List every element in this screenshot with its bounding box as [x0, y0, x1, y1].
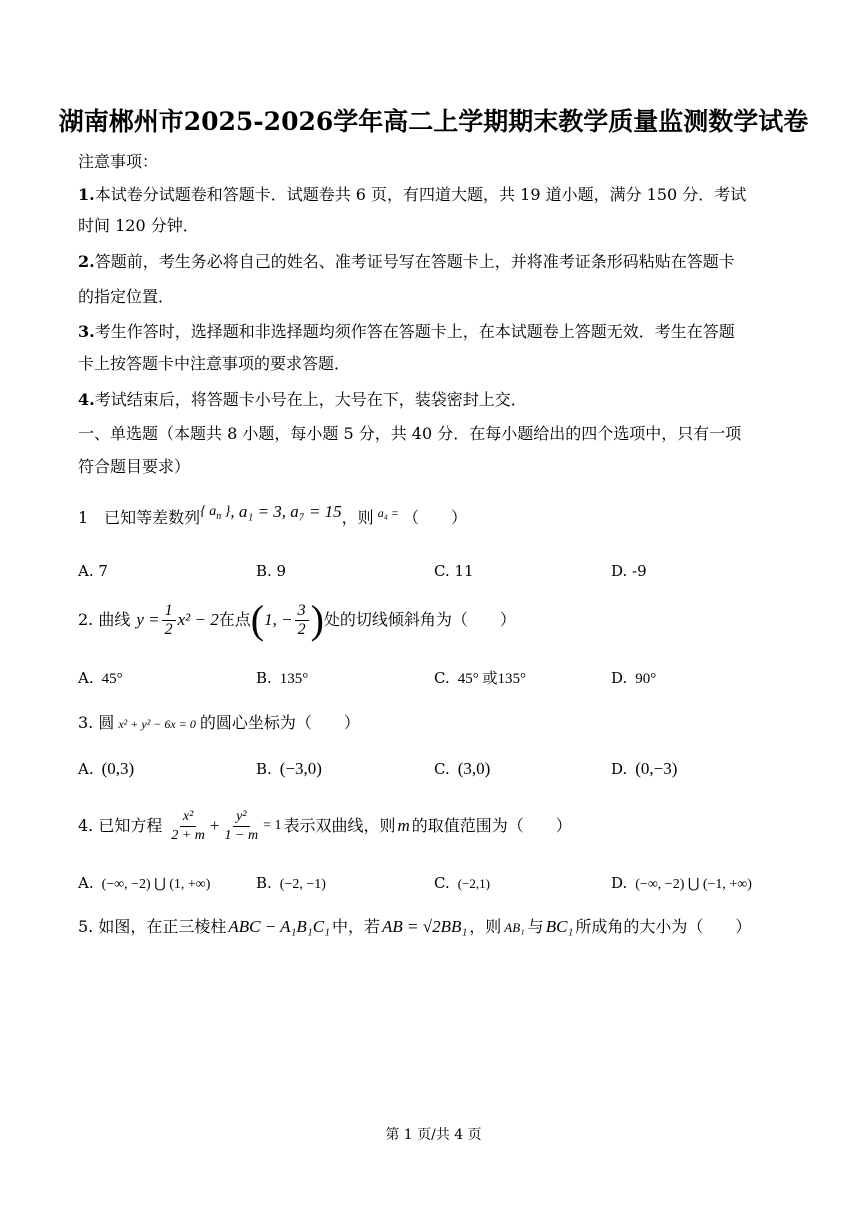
q4-plus: +	[209, 816, 220, 835]
q5-line-2: BC₁	[545, 917, 574, 936]
q1-blank: （ ）	[402, 508, 467, 527]
q3-value-c: (3,0)	[457, 759, 491, 778]
q2-point-fraction	[295, 602, 309, 639]
q3-option-d	[611, 759, 677, 779]
q4-option-a	[78, 873, 210, 895]
q4-value-b: (−2, −1)	[279, 877, 326, 892]
q1-seq-sub: n	[216, 510, 222, 522]
q2-rest: x² − 2	[177, 610, 219, 629]
q1-option-d: D. -9	[611, 562, 647, 580]
q1-ask: a₄ =	[377, 506, 399, 520]
q3-prefix: 3. 圆	[78, 713, 115, 732]
q1-sequence	[200, 504, 231, 522]
question-1	[78, 502, 467, 536]
q4-f2-den: 1 − m	[224, 827, 259, 843]
q2-label-c: C.	[434, 669, 450, 687]
note-1-text: 本试卷分试题卷和答题卡．试题卷共 6 页，有四道大题，共 19 道小题，满分 150 分．考试	[94, 185, 747, 204]
q2-left-paren-icon: (	[250, 597, 265, 642]
q2-frac-num: 1	[162, 602, 176, 621]
q2-value-a: 45°	[101, 671, 123, 687]
q5-mid3: 与	[527, 917, 544, 936]
q4-prefix: 4. 已知方程	[78, 816, 163, 835]
note-2-line-1	[78, 251, 735, 273]
q2-option-c	[434, 668, 526, 689]
q1-prefix: 1 已知等差数列	[78, 508, 201, 527]
q2-option-a	[78, 668, 123, 689]
q2-pt-num: 3	[295, 602, 309, 621]
q3-value-a: (0,3)	[101, 759, 135, 778]
q3-label-a: A.	[78, 760, 94, 778]
q4-f2-num: y²	[233, 808, 249, 827]
q3-option-b	[256, 759, 322, 779]
q4-label-d: D.	[611, 874, 628, 892]
q2-y: y =	[136, 610, 160, 629]
q2-prefix: 2. 曲线	[78, 610, 131, 629]
note-3-line-2: 卡上按答题卡中注意事项的要求答题．	[78, 354, 351, 373]
q2-fraction	[162, 602, 176, 639]
q4-fraction-2	[222, 808, 262, 845]
q4-suffix: 的取值范围为（ ）	[411, 816, 572, 835]
q3-equation: x² + y² − 6x = 0	[118, 717, 196, 731]
note-4-text: 考试结束后，将答题卡小号在上，大号在下，装袋密封上交．	[94, 390, 527, 409]
note-3-text: 考生作答时，选择题和非选择题均须作答在答题卡上，在本试题卷上答题无效．考生在答题	[94, 322, 735, 341]
note-2-text: 答题前，考生务必将自己的姓名、准考证号写在答题卡上，并将准考证条形码粘贴在答题卡	[94, 252, 735, 271]
q4-f1-num: x²	[180, 808, 196, 827]
q2-label-a: A.	[78, 669, 94, 687]
question-4	[78, 803, 572, 849]
q1-option-c: C. 11	[434, 562, 474, 580]
question-2	[78, 597, 516, 643]
q3-label-b: B.	[256, 760, 272, 778]
q4-option-d	[611, 873, 752, 895]
q4-value-d: (−∞, −2) ⋃ (−1, +∞)	[635, 877, 752, 892]
q5-mid2: ，则	[469, 917, 502, 936]
section-heading-line-1: 一、单选题（本题共 8 小题，每小题 5 分，共 40 分．在每小题给出的四个选项中，只有一项	[78, 424, 742, 443]
q4-option-c	[434, 873, 490, 894]
q3-suffix: 的圆心坐标为（ ）	[199, 713, 360, 732]
q4-f1-den: 2 + m	[171, 827, 205, 843]
q4-mid: 表示双曲线，则	[283, 816, 396, 835]
q2-pt-den: 2	[297, 620, 306, 638]
page-title: 湖南郴州市2025-2026学年高二上学期期末教学质量监测数学试卷	[58, 107, 809, 136]
q5-suffix: 所成角的大小为（ ）	[575, 917, 752, 936]
q3-value-b: (−3,0)	[279, 759, 322, 778]
q2-label-d: D.	[611, 669, 628, 687]
q1-seq-close: }	[221, 504, 231, 519]
q2-value-b: 135°	[279, 671, 309, 687]
q3-label-c: C.	[434, 760, 450, 778]
q4-m: m	[397, 816, 410, 835]
q2-right-paren-icon: )	[310, 597, 324, 642]
question-3	[78, 712, 360, 735]
q4-value-a: (−∞, −2) ⋃ (1, +∞)	[101, 877, 211, 892]
q4-label-a: A.	[78, 874, 94, 892]
q3-value-d: (0,−3)	[635, 759, 678, 778]
section-heading-line-2: 符合题目要求）	[78, 457, 191, 476]
q5-prefix: 5. 如图，在正三棱柱	[78, 917, 227, 936]
q4-label-c: C.	[434, 874, 450, 892]
q2-at: 在点	[218, 610, 251, 629]
note-3-num: 3.	[78, 322, 95, 341]
q2-value-d: 90°	[635, 671, 657, 687]
notice-heading: 注意事项：	[78, 152, 159, 171]
page-footer: 第 1 页/共 4 页	[385, 1127, 482, 1143]
note-1-line-1	[78, 184, 746, 206]
q1-condition: , a₁ = 3, a₇ = 15	[230, 502, 342, 521]
q2-option-d	[611, 668, 656, 689]
q3-option-c	[434, 759, 490, 779]
q4-fraction-1	[168, 808, 208, 845]
note-1-line-2: 时间 120 分钟．	[78, 216, 199, 235]
q3-label-d: D.	[611, 760, 628, 778]
q4-option-b	[256, 873, 326, 895]
q5-prism: ABC − A₁B₁C₁	[228, 917, 330, 936]
q4-value-c: (−2,1)	[457, 876, 490, 891]
q3-option-a	[78, 759, 134, 779]
q2-option-b	[256, 668, 308, 689]
q1-option-b: B. 9	[256, 562, 287, 580]
q4-eq1: = 1	[263, 818, 282, 833]
q4-label-b: B.	[256, 874, 272, 892]
note-4-num: 4.	[78, 390, 95, 409]
q1-mid: ，则	[341, 508, 374, 527]
q5-line-1: AB₁	[504, 920, 525, 935]
note-2-line-2: 的指定位置．	[78, 287, 175, 306]
q2-value-c: 45° 或135°	[457, 671, 526, 687]
q1-option-a: A. 7	[78, 562, 108, 580]
question-5	[78, 916, 751, 939]
q2-label-b: B.	[256, 669, 272, 687]
q5-mid1: 中，若	[331, 917, 380, 936]
q1-seq-open: { a	[200, 504, 217, 519]
note-3-line-1	[78, 321, 735, 343]
note-4-line-1	[78, 389, 527, 411]
q5-condition: AB = √2BB₁	[382, 917, 468, 936]
note-1-num: 1.	[78, 185, 95, 204]
q2-suffix: 处的切线倾斜角为（ ）	[323, 610, 516, 629]
note-2-num: 2.	[78, 252, 95, 271]
q2-frac-den: 2	[164, 620, 173, 638]
q2-point-a: 1, −	[264, 610, 293, 629]
